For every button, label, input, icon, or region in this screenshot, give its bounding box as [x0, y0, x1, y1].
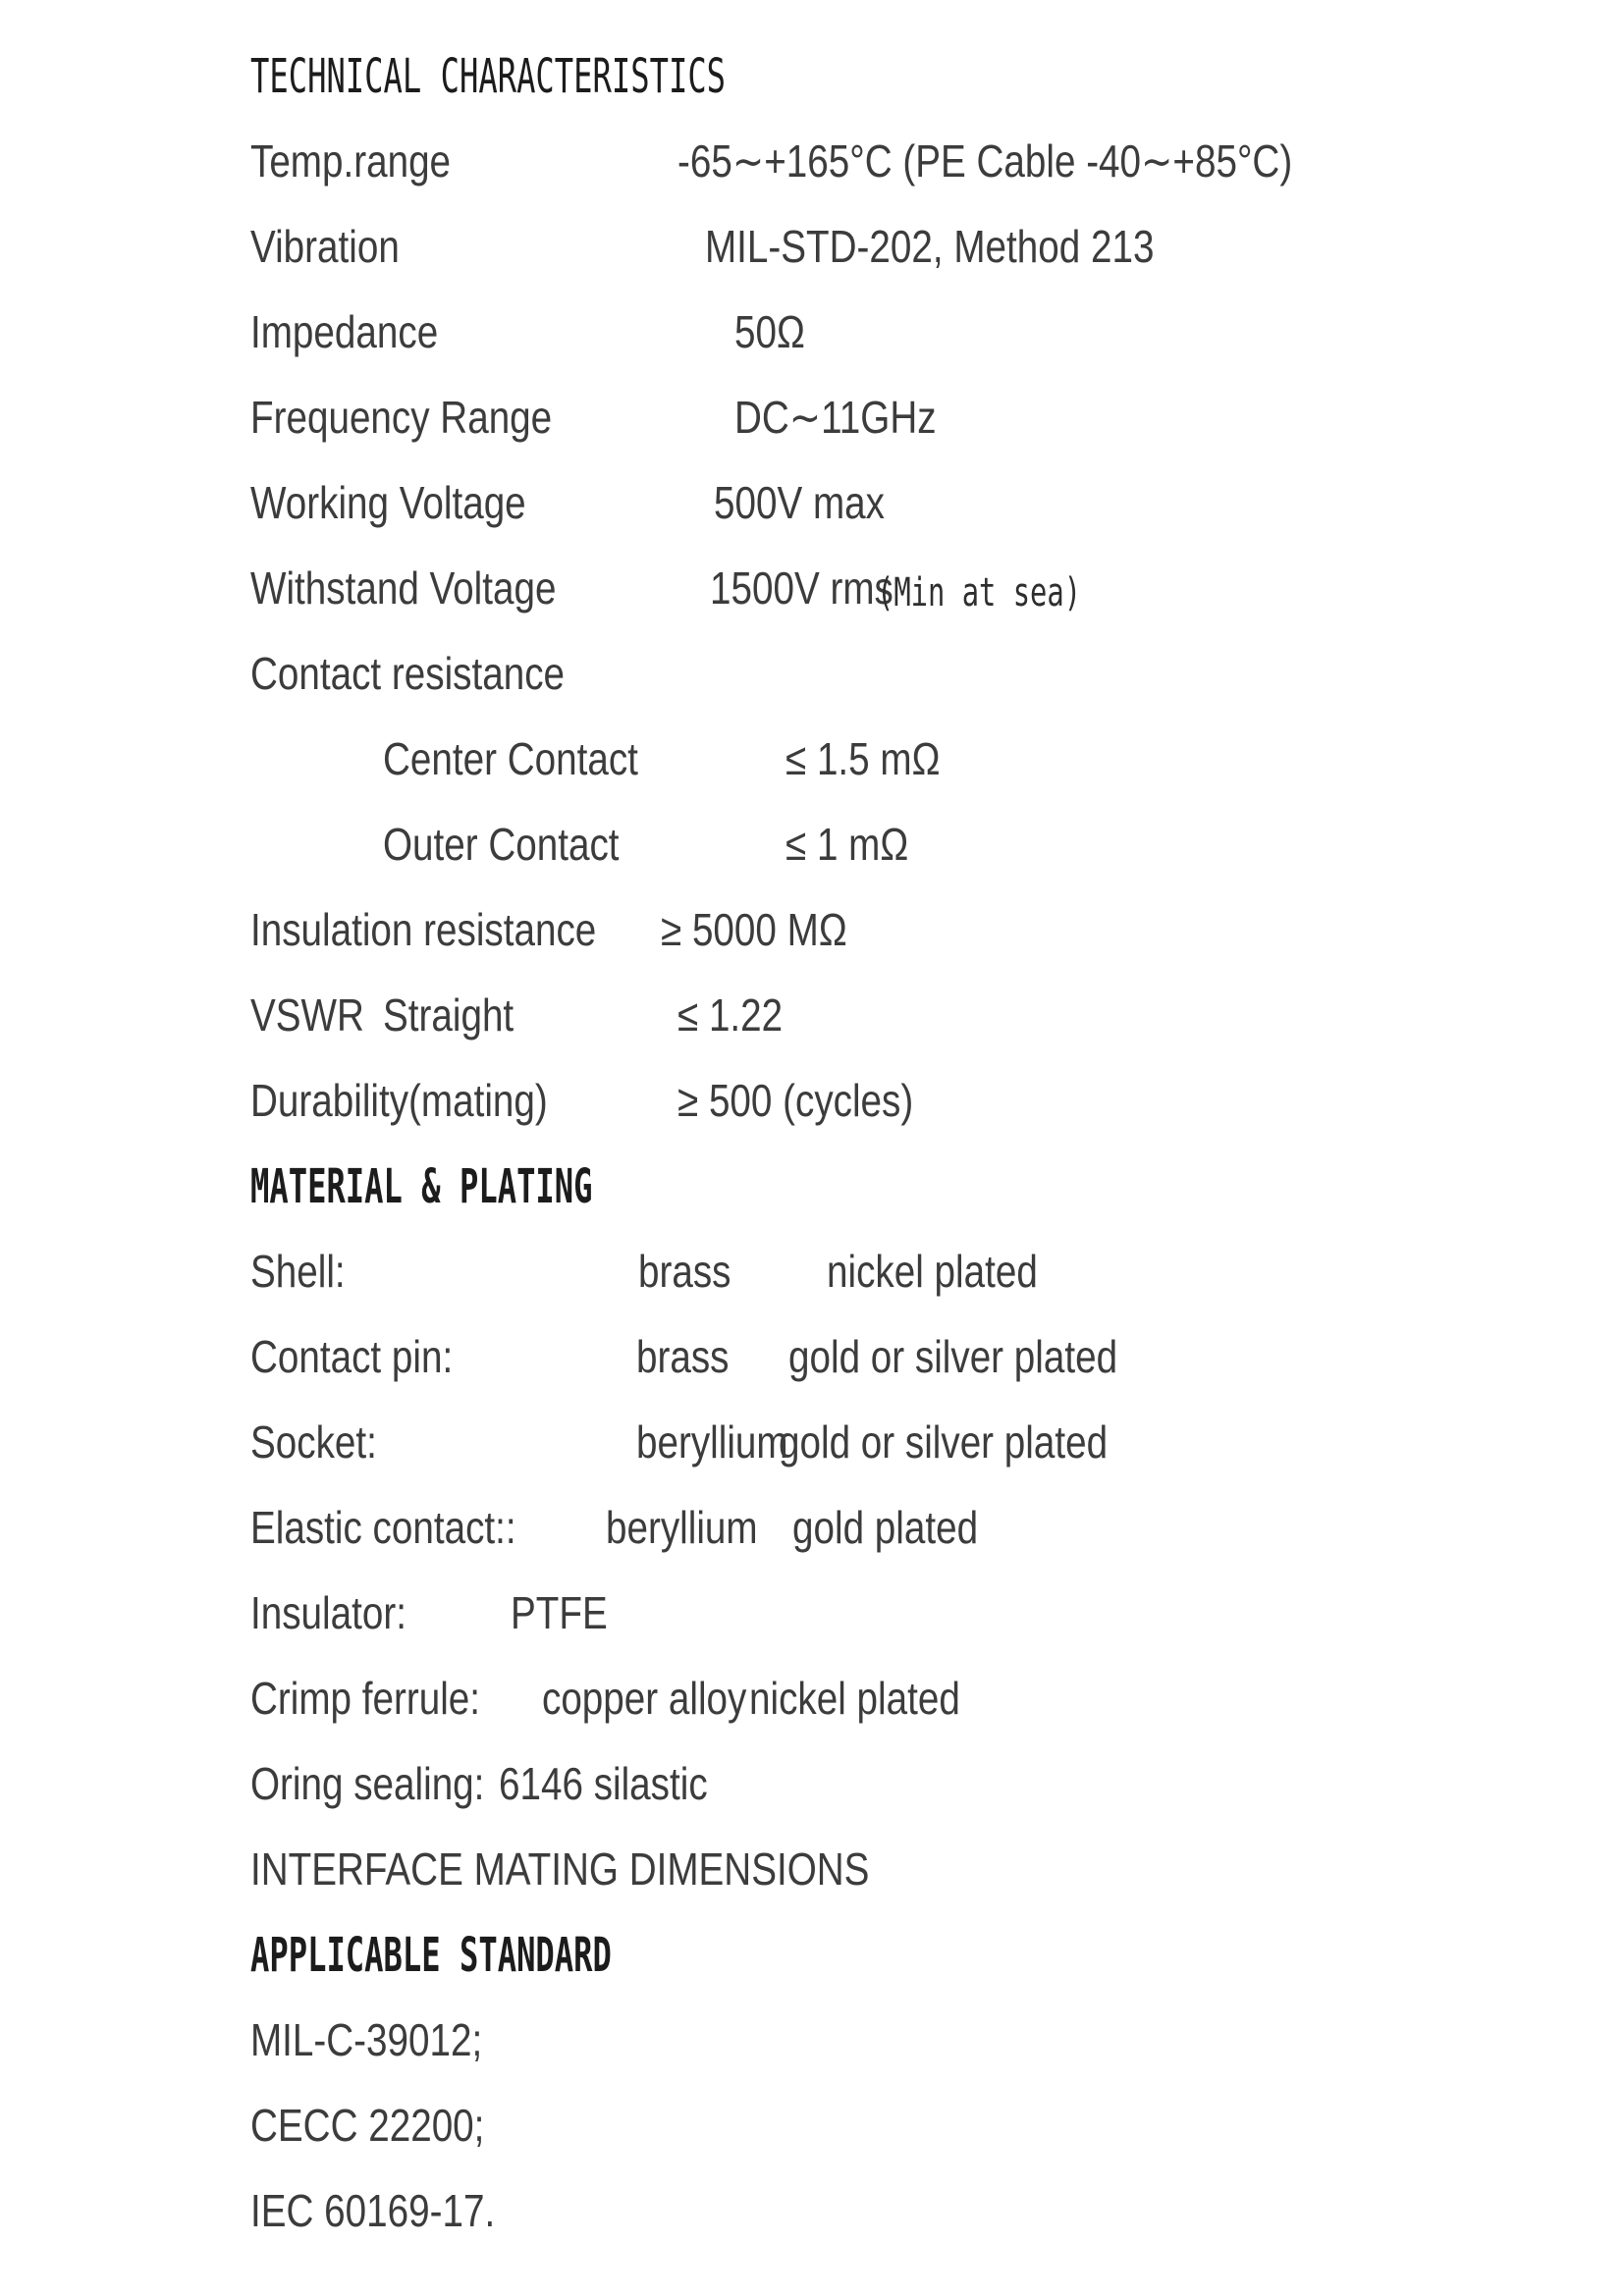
- row-outer-contact: [0, 819, 1624, 880]
- vswr-label: VSWR: [250, 989, 364, 1041]
- contact-pin-plating: gold or silver plated: [788, 1331, 1118, 1382]
- row-working-voltage: [0, 477, 1624, 538]
- socket-material: beryllium: [636, 1416, 788, 1468]
- durability-label: Durability(mating): [250, 1075, 548, 1126]
- row-elastic-contact: [0, 1502, 1624, 1563]
- contact-pin-material: brass: [636, 1331, 730, 1382]
- working-voltage-value: 500V max: [714, 477, 885, 528]
- withstand-voltage-label: Withstand Voltage: [250, 562, 557, 614]
- row-socket: [0, 1416, 1624, 1477]
- outer-contact-value: ≤ 1 mΩ: [785, 819, 909, 870]
- row-frequency-range: [0, 392, 1624, 453]
- row-durability: [0, 1075, 1624, 1136]
- row-contact-resistance: [0, 648, 1624, 709]
- shell-material: brass: [638, 1246, 731, 1297]
- vswr-value: ≤ 1.22: [677, 989, 784, 1041]
- row-contact-pin: [0, 1331, 1624, 1392]
- row-shell: [0, 1246, 1624, 1307]
- shell-label: Shell:: [250, 1246, 346, 1297]
- insulator-material: PTFE: [511, 1587, 608, 1638]
- row-withstand-voltage: [0, 562, 1624, 623]
- row-standard-cecc: [0, 2100, 1624, 2161]
- crimp-ferrule-label: Crimp ferrule:: [250, 1673, 481, 1724]
- standard-mil-c-39012: MIL-C-39012;: [250, 2014, 483, 2065]
- row-insulator: [0, 1587, 1624, 1648]
- vswr-sublabel: Straight: [383, 989, 514, 1041]
- impedance-value: 50Ω: [734, 306, 805, 357]
- row-oring-sealing: [0, 1758, 1624, 1819]
- contact-resistance-label: Contact resistance: [250, 648, 566, 699]
- row-vswr: [0, 989, 1624, 1050]
- withstand-voltage-note: (Min at sea): [877, 570, 1082, 615]
- elastic-contact-label: Elastic contact::: [250, 1502, 516, 1553]
- section-technical-characteristics: [0, 50, 1624, 111]
- crimp-ferrule-plating: nickel plated: [749, 1673, 960, 1724]
- center-contact-label: Center Contact: [383, 733, 638, 784]
- socket-plating: gold or silver plated: [779, 1416, 1109, 1468]
- working-voltage-label: Working Voltage: [250, 477, 526, 528]
- row-crimp-ferrule: [0, 1673, 1624, 1734]
- temp-range-label: Temp.range: [250, 135, 452, 187]
- contact-pin-label: Contact pin:: [250, 1331, 454, 1382]
- temp-range-value: -65∼+165°C (PE Cable -40∼+85°C): [677, 135, 1293, 187]
- row-temp-range: [0, 135, 1624, 196]
- outer-contact-label: Outer Contact: [383, 819, 620, 870]
- row-vibration: [0, 221, 1624, 282]
- section-heading-applicable: APPLICABLE STANDARD: [250, 1928, 612, 1983]
- vibration-value: MIL-STD-202, Method 213: [705, 221, 1155, 272]
- row-impedance: [0, 306, 1624, 367]
- center-contact-value: ≤ 1.5 mΩ: [785, 733, 941, 784]
- socket-label: Socket:: [250, 1416, 377, 1468]
- elastic-contact-plating: gold plated: [792, 1502, 979, 1553]
- row-insulation-resistance: [0, 904, 1624, 965]
- withstand-voltage-value: 1500V rms: [710, 562, 893, 614]
- row-center-contact: [0, 733, 1624, 794]
- crimp-ferrule-material: copper alloy: [542, 1673, 747, 1724]
- standard-cecc-22200: CECC 22200;: [250, 2100, 485, 2151]
- insulation-resistance-label: Insulation resistance: [250, 904, 597, 955]
- durability-value: ≥ 500 (cycles): [677, 1075, 914, 1126]
- standard-iec-60169: IEC 60169-17.: [250, 2185, 496, 2236]
- section-applicable-standard: [0, 1929, 1624, 1990]
- oring-sealing-label: Oring sealing:: [250, 1758, 485, 1809]
- elastic-contact-material: beryllium: [606, 1502, 758, 1553]
- frequency-range-value: DC∼11GHz: [734, 392, 937, 443]
- oring-sealing-material: 6146 silastic: [499, 1758, 708, 1809]
- section-heading-technical: TECHNICAL CHARACTERISTICS: [250, 49, 727, 104]
- section-material-plating: [0, 1160, 1624, 1221]
- shell-plating: nickel plated: [827, 1246, 1038, 1297]
- impedance-label: Impedance: [250, 306, 439, 357]
- insulation-resistance-value: ≥ 5000 MΩ: [661, 904, 847, 955]
- insulator-label: Insulator:: [250, 1587, 406, 1638]
- vibration-label: Vibration: [250, 221, 400, 272]
- row-interface-mating: [0, 1843, 1624, 1904]
- row-standard-iec: [0, 2185, 1624, 2246]
- interface-mating-line: INTERFACE MATING DIMENSIONS: [250, 1843, 870, 1895]
- row-standard-mil: [0, 2014, 1624, 2075]
- section-heading-material: MATERIAL & PLATING: [250, 1159, 593, 1214]
- frequency-range-label: Frequency Range: [250, 392, 553, 443]
